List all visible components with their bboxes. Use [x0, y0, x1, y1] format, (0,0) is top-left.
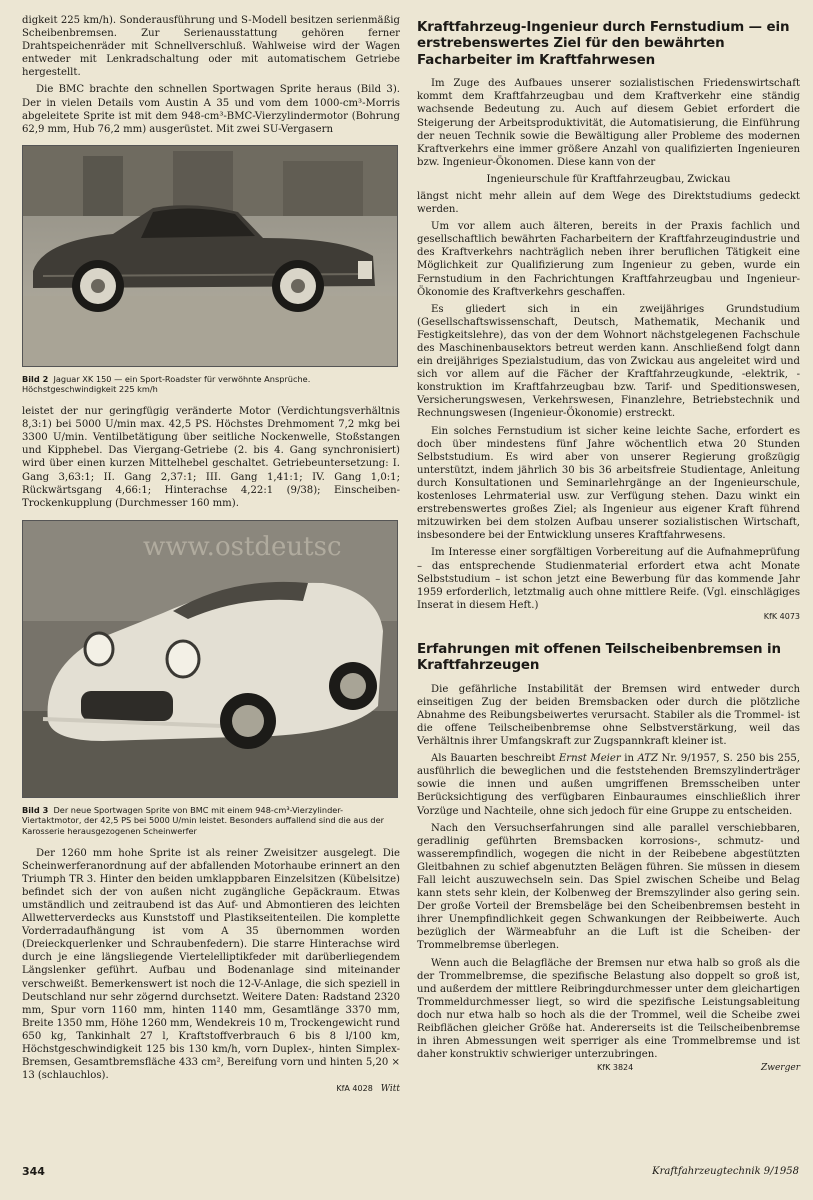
figure-3-text: Der neue Sportwagen Sprite von BMC mit einem 948-cm³-Vierzylinder-Viertaktmotor, der 42,5 PS bei 5000 U/min leistet. Besonders auffallend sind die aus der Karosserie herausgezogenen Scheinwerfer — [22, 804, 385, 836]
article-1-paragraph-4: Es gliedert sich in ein zweijähriges Grundstudium (Gesellschaftswissenschaft, Deutsch, Mathematik, Mechanik und Festigkeitslehre), das von der dem Wohnort nächstgelegenen Fachschule des Maschinenbausektors betreut werden kann. Anschließend folgt dann ein dreijähriges Spezialstudium, das von Zwickau aus angeleitet wird und sich vor allem auf die Fächer der Kraftfahrzeugkunde, -elektrik, -konstruktion im Kraftfahrzeugbau bzw. Tarif- und Speditionswesen, Versicherungswesen, Verkehrswesen, Finanzlehre, Betriebstechnik und Rechnungswesen (Ingenieur-Ökonomie) erstreckt. — [417, 303, 800, 420]
figure-2-caption — [22, 374, 400, 395]
article-2-p2-journal: ATZ — [637, 753, 658, 765]
figure-3-label: Bild 3 — [22, 804, 49, 815]
article-2-paragraph-1: Die gefährliche Instabilität der Bremsen wird entweder durch einseitigen Zug der beiden Bremsbacken oder durch die plötzliche Abnahme des Reibungsbeiwertes verursacht. Stabiler als die Trommel- ist die offene Teilscheibenbremse ohne Selbstverstärkung, weil das Verhältnis ihrer Umfangskraft zur Zugspannkraft kleiner ist. — [417, 683, 800, 748]
watermark-text: www.ostdeutsc — [143, 531, 342, 562]
left-author: Witt — [380, 1084, 400, 1095]
page-number: 344 — [22, 1165, 45, 1178]
article-1-signature — [417, 612, 800, 622]
article-1-paragraph-6: Im Interesse einer sorgfältigen Vorbereitung auf die Aufnahmeprüfung – das entsprechende Studienmaterial erfordert etwa acht Monate Selbststudium – ist schon jetzt eine Bewerbung für das kommende Jahr 1959 erforderlich, letztmalig auch ohne mittlere Reife. (Vgl. einschlägiges Inserat in diesem Heft.) — [417, 547, 800, 611]
article-1-paragraph-1: Im Zuge des Aufbaues unserer sozialistischen Friedenswirtschaft kommt dem Kraftfahrzeugbau und dem Kraftverkehr eine ständig wachsende Bedeutung zu. Auch auf diesem Gebiet erfordert die Steigerung der Arbeitsproduktivität, die Automatisierung, die Einführung der neuen Technik sowie die Bewältigung aller Probleme des modernen Kraftverkehrs eine immer größere Anzahl von qualifizierten Ingenieuren bzw. Ingenieur-Ökonomen. Diese kann von der — [417, 78, 800, 168]
article-2-paragraph-2 — [417, 752, 800, 817]
article-2-reference: KfK 3824 — [597, 1063, 634, 1073]
figure-2-label: Bild 2 — [22, 373, 49, 384]
left-column — [22, 14, 400, 1094]
article-2-p2-pre: Als Bauarten beschreibt — [431, 753, 559, 765]
jaguar-photo — [22, 145, 398, 367]
article-2-author: Zwerger — [761, 1063, 800, 1074]
figure-3-caption — [22, 805, 400, 837]
article-1-school: Ingenieurschule für Kraftfahrzeugbau, Zwickau — [486, 173, 731, 185]
article-2-p2-mid: in — [620, 753, 638, 765]
sprite-photo — [22, 520, 398, 798]
article-2-paragraph-3: Nach den Versuchserfahrungen sind alle parallel verschiebbaren, geradlinig geführten Bremsbacken korrosions-, schmutz- und wasserempfindlich, wogegen die nicht in der Reibebene abgestützten Gleitbahnen zu schief abgenutzten Belägen führen. Sie müssen in diesem Fall leicht auszuwechseln sein. Das Spiel zwischen Scheibe und Belag kann stets sehr klein, der Kolbenweg der Bremszylinder also gering sein. Der große Vorteil der Bremsbeläge bei den Scheibenbremsen besteht in ihrer Unempfindlichkeit gegen Schwankungen der Reibbeiwerte. Auch bezüglich der Wärmeabfuhr an die Luft ist die Scheiben- der Trommelbremse überlegen. — [417, 822, 800, 952]
intro-paragraph-1: digkeit 225 km/h). Sonderausführung und S-Modell besitzen serienmäßig Scheibenbremsen. Zur Serienausstattung gehören ferner Drahtspeichenräder mit Schnellverschluß. Wahlweise wird der Wagen entweder mit Lenkradschaltung oder mit automatischem Getriebe hergestellt. — [22, 15, 400, 79]
right-column — [417, 14, 800, 1073]
article-1-reference: KfK 4073 — [763, 611, 800, 621]
middle-paragraph: leistet der nur geringfügig veränderte Motor (Verdichtungsverhältnis 8,3:1) bei 5000 U/min max. 42,5 PS. Höchstes Drehmoment 7,2 mkg bei 3300 U/min. Ventilbetätigung über seitliche Nockenwelle, Stoßstangen und Kipphebel. Das Viergang-Getriebe (2. bis 4. Gang synchronisiert) wird über einen kurzen Mittelhebel geschaltet. Getriebeuntersetzung: I. Gang 3,63:1; II. Gang 2,37:1; III. Gang 1,41:1; IV. Gang 1,0:1; Rückwärtsgang 4,66:1; Hinterachse 4,22:1 (9/38); Einscheiben-Trockenkupplung (Durchmesser 160 mm). — [22, 406, 400, 509]
article-1-heading: Kraftfahrzeug-Ingenieur durch Fernstudium — ein erstrebenswertes Ziel für den bewährten Facharbeiter im Kraftfahrwesen — [417, 20, 790, 68]
article-2-heading: Erfahrungen mit offenen Teilscheibenbremsen in Kraftfahrzeugen — [417, 641, 781, 674]
article-1-paragraph-2: längst nicht mehr allein auf dem Wege des Direktstudiums gedeckt werden. — [417, 190, 800, 216]
left-reference: KfA 4028 — [336, 1084, 373, 1094]
article-1-paragraph-5: Ein solches Fernstudium ist sicher keine leichte Sache, erfordert es doch über mindestens fünf Jahre wöchentlich etwa 20 Stunden Selbststudium. Es wird aber von unserer Regierung großzügig unterstützt, indem jährlich 30 bis 36 arbeitsfreie Studientage, Anleitung durch Konsultationen und Seminarlehrgänge an der Ingenieurschule, kostenloses Lehrmaterial usw. zur Verfügung stehen. Dazu winkt ein erstrebenswertes großes Ziel; als Ingenieur aus eigener Kraft führend mitzuwirken bei dem stolzen Aufbau unserer sozialistischen Wirtschaft, insbesondere bei der Entwicklung unseres Kraftfahrwesens. — [417, 425, 800, 542]
article-2-signature — [417, 1063, 800, 1073]
figure-2-text: Jaguar XK 150 — ein Sport-Roadster für verwöhnte Ansprüche. Höchstgeschwindigkeit 225 km/h — [22, 373, 311, 395]
journal-footer: Kraftfahrzeugtechnik 9/1958 — [652, 1166, 799, 1177]
left-signature — [22, 1084, 400, 1094]
article-2-p2-post: Nr. 9/1957, S. 250 bis 255, ausführlich die beweglichen und die feststehenden Bremszylinderträger sowie die innen und außen umgriffenen Bremsscheiben unter Berücksichtigung des verfügbaren Einbauraumes einschließlich ihrer Vorzüge und Nachteile, ohne sich jedoch für eine Gruppe zu entscheiden. — [417, 753, 800, 817]
intro-paragraph-2: Die BMC brachte den schnellen Sportwagen Sprite heraus (Bild 3). Der in vielen Details vom Austin A 35 und vom dem 1000-cm³-Morris abgeleitete Sprite ist mit dem 948-cm³-BMC-Vierzylindermotor (Bohrung 62,9 mm, Hub 76,2 mm) ausgerüstet. Mit zwei SU-Vergasern — [22, 84, 400, 135]
end-paragraph: Der 1260 mm hohe Sprite ist als reiner Zweisitzer ausgelegt. Die Scheinwerferanordnung auf der abfallenden Motorhaube erinnert an den Triumph TR 3. Hinter den beiden umklappbaren Einzelsitzen (Kübelsitze) befindet sich der von außen nicht zugängliche Gepäckraum. Etwas umständlich und zeitraubend ist das Auf- und Abmontieren des leichten Allwetterverdecks aus Kunststoff und Plastikseitenteilen. Die komplette Vorderradaufhängung ist vom A 35 übernommen worden (Dreieckquerlenker und Schraubenfedern). Die starre Hinterachse wird durch je eine längsliegende Viertelelliptikfeder mit darüberliegendem Längslenker geführt. Aufbau und Bodenanlage sind miteinander verschweißt. Bemerkenswert ist noch die 12-V-Anlage, die sich speziell in Deutschland nur sehr zögernd durchsetzt. Weitere Daten: Radstand 2320 mm, Spur vorn 1160 mm, hinten 1140 mm, Gesamtlänge 3370 mm, Breite 1350 mm, Höhe 1260 mm, Wendekreis 10 m, Trockengewicht rund 650 kg, Tankinhalt 27 l, Kraftstoffverbrauch 6 bis 8 l/100 km, Höchstgeschwindigkeit 125 bis 130 km/h, vorn Duplex-, hinten Simplex-Bremsen, Gesamtbremsfläche 433 cm², Bereifung vorn und hinten 5,20 × 13 (schlauchlos). — [22, 847, 400, 1082]
article-1-paragraph-3: Um vor allem auch älteren, bereits in der Praxis fachlich und gesellschaftlich bewährten Facharbeitern der Kraftfahrzeugindustrie und des Kraftverkehrs nachträglich neben ihrer beruflichen Tätigkeit eine Möglichkeit zur Qualifizierung zum Ingenieur zu geben, wurde ein Fernstudium in den Fachrichtungen Kraftfahrzeugbau und Ingenieur-Ökonomie des Kraftverkehrs geschaffen. — [417, 221, 800, 298]
article-2-paragraph-4: Wenn auch die Belagfläche der Bremsen nur etwa halb so groß als die der Trommelbremse, die spezifische Belastung also doppelt so groß ist, und außerdem der mittlere Reibringdurchmesser unter dem gleichartigen Trommeldurchmesser liegt, so wird die spezifische Leistungsableitung doch nur etwa halb so hoch als die der Trommel, weil die Scheibe zwei Reibflächen gleicher Größe hat. Andererseits ist die Teilscheibenbremse in ihren Abmessungen weit sperriger als eine Trommelbremse und ist daher konstruktiv schwieriger unterzubringen. — [417, 957, 800, 1061]
article-2-p2-author: Ernst Meier — [558, 753, 621, 765]
